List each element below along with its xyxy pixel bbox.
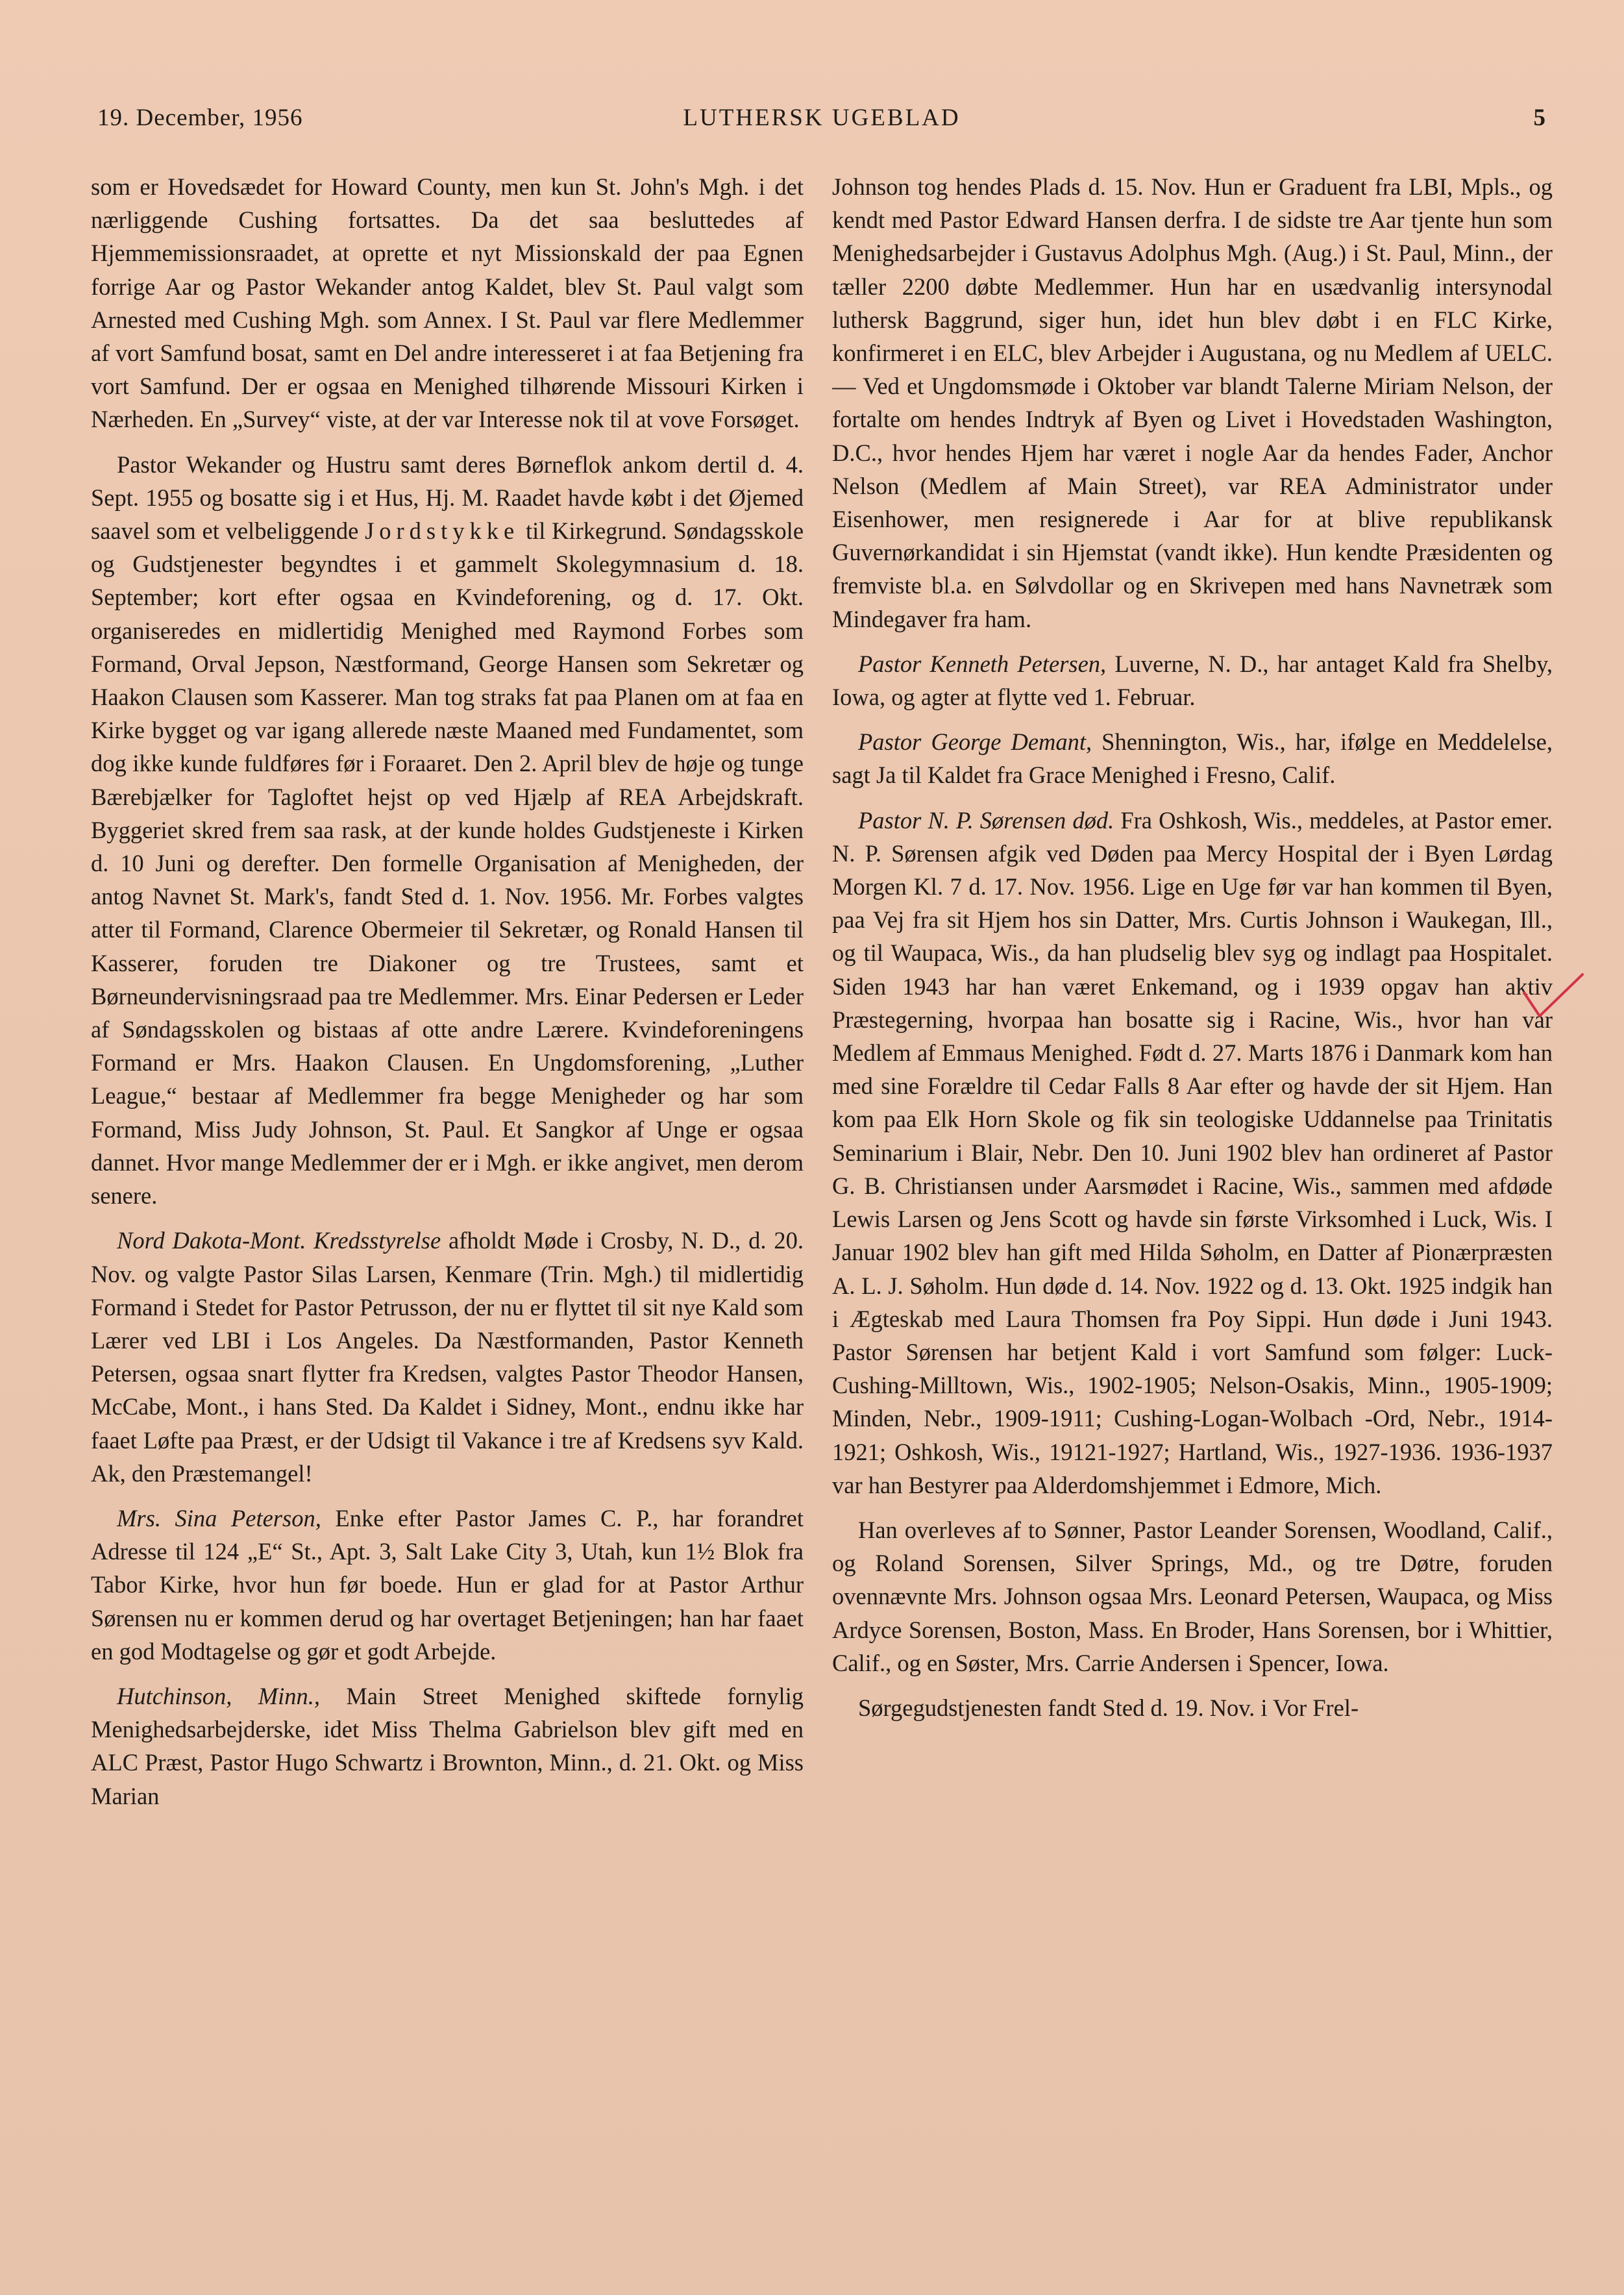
item-text: Fra Oshkosh, Wis., meddeles, at Pastor emer. N. P. Sørensen afgik ved Døden paa Mercy Hospital der i Byen Lørdag Morgen Kl. 7 d. 17. Nov. 1956. Lige en Uge før var han kommen til Byen, paa Vej fra sit Hjem hos sin Datter, Mrs. Curtis Johnson i Waukegan, Ill., og til Waupaca, Wis., da han pludselig blev syg og indlagt paa Hospitalet. Siden 1943 har han været Enkemand, og i 1939 opgav han aktiv Præstegerning, hvorpaa han bosatte sig i Racine, Wis., hvor han var Medlem af Emmaus Menighed. Født d. 27. Marts 1876 i Danmark kom han med sine Forældre til Cedar Falls 8 Aar efter og havde der sit Hjem. Han kom paa Elk Horn Skole og fik sin teologiske Uddannelse paa Trinitatis Seminarium i Blair, Nebr. Den 10. Juni 1902 blev han ordineret af Pastor G. B. Christiansen under Aarsmødet i Racine, Wis., sammen med afdøde Lewis Larsen og Jens Scott og havde sin første Virksomhed i Luck, Wis. I Januar 1902 blev han gift med Hilda Søholm, en Datter af Pionærpræsten A. L. J. Søholm. Hun døde d. 14. Nov. 1922 og d. 13. Okt. 1925 indgik han i Ægteskab med Laura Thomsen fra Poy Sippi. Hun døde i Juni 1943. Pastor Sørensen har betjent Kald i vort Samfund som følger: Luck-Cushing-Milltown, Wis., 1902-1905; Nelson-Osakis, Minn., 1905-1909; Minden, Nebr., 1909-1911; Cushing-Logan-Wolbach -Ord, Nebr., 1914-1921; Oshkosh, Wis., 19121-1927; Hartland, Wis., 1927-1936. 1936-1937 var han Bestyrer paa Alderdomshjemmet i Edmore, Mich. [832, 806, 1553, 1498]
news-item [91, 1224, 804, 1490]
left-column [91, 170, 804, 2237]
item-lead: Pastor N. P. Sørensen død. [858, 806, 1114, 834]
spaced-emphasis: Jordstykke [365, 517, 520, 545]
item-text: afholdt Møde i Crosby, N. D., d. 20. Nov. og valgte Pastor Silas Larsen, Kenmare (Trin. Mgh.) til midlertidig Formand i Stedet for Pastor Petrusson, der nu er flyttet til sit nye Kald som Lærer ved LBI i Los Angeles. Da Næstformanden, Pastor Kenneth Petersen, ogsaa snart flytter fra Kredsen, valgtes Pastor Theodor Hansen, McCabe, Mont., i hans Sted. Da Kaldet i Sidney, Mont., endnu ikke har faaet Løfte paa Præst, er der Udsigt til Vakance i tre af Kredsens syv Kald. Ak, den Præstemangel! [91, 1227, 804, 1487]
news-item [832, 647, 1553, 713]
issue-date: 19. December, 1956 [97, 105, 303, 131]
publication-title: LUTHERSK UGEBLAD [683, 105, 961, 131]
page-number: 5 [1533, 105, 1546, 131]
paragraph-text: til Kirkegrund. Søndagsskole og Gudstjenester begyndtes i et gammelt Skolegymnasium d. 18. September; kort efter ogsaa en Kvindeforening, og d. 17. Okt. organiseredes en midlertidig Menighed med Raymond Forbes som Formand, Orval Jepson, Næstformand, George Hansen som Sekretær og Haakon Clausen som Kasserer. Man tog straks fat paa Planen om at faa en Kirke bygget og var igang allerede næste Maaned med Fundamentet, som dog ikke kunde fuldføres før i Foraaret. Den 2. April blev de høje og tunge Bærebjælker for Tagloftet hejst op ved Hjælp af REA Arbejdskraft. Byggeriet skred frem saa rask, at der kunde holdes Gudstjeneste i Kirken d. 10 Juni og derefter. Den formelle Organisation af Menigheden, der antog Navnet St. Mark's, fandt Sted d. 1. Nov. 1956. Mr. Forbes valgtes atter til Formand, Clarence Obermeier til Sekretær, og Ronald Hansen til Kasserer, foruden tre Diakoner og tre Trustees, samt et Børneundervisningsraad paa tre Medlemmer. Mrs. Einar Pedersen er Leder af Søndagsskolen og bistaas af otte andre Lærere. Kvindeforeningens Formand er Mrs. Haakon Clausen. En Ungdomsforening, „Luther League,“ bestaar af Medlemmer fra begge Menigheder og har som Formand, Miss Judy Johnson, St. Paul. Et Sangkor af Unge er ogsaa dannet. Hvor mange Medlemmer der er i Mgh. er ikke angivet, men derom senere. [91, 517, 804, 1210]
news-item [832, 804, 1553, 1502]
article-paragraph: Sørgegudstjenesten fandt Sted d. 19. Nov. i Vor Frel- [858, 1694, 1359, 1721]
article-paragraph [91, 448, 804, 1213]
item-text: Shennington, Wis., har, ifølge en Meddelelse, sagt Ja til Kaldet fra Grace Menighed i Fresno, Calif. [832, 728, 1553, 789]
item-text: Luverne, N. D., har antaget Kald fra Shelby, Iowa, og agter at flytte ved 1. Februar. [832, 650, 1553, 711]
news-item [832, 725, 1553, 791]
item-lead: Nord Dakota-Mont. Kredsstyrelse [117, 1227, 441, 1254]
item-lead: Pastor George Demant, [858, 728, 1092, 756]
check-mark-icon [1520, 971, 1585, 1023]
item-lead: Pastor Kenneth Petersen, [858, 650, 1107, 677]
item-lead: Mrs. Sina Peterson, [117, 1504, 321, 1532]
news-item [91, 1502, 804, 1668]
news-item [91, 1680, 804, 1813]
article-paragraph: Johnson tog hendes Plads d. 15. Nov. Hun er Graduent fra LBI, Mpls., og kendt med Pastor Edward Hansen derfra. I de sidste tre Aar tjente hun som Menighedsarbejder i Gustavus Adolphus Mgh. (Aug.) i St. Paul, Minn., der tæller 2200 døbte Medlemmer. Hun har en usædvanlig intersynodal luthersk Baggrund, siger hun, idet hun blev døbt i en FLC Kirke, konfirmeret i en ELC, blev Arbejder i Augustana, og nu Medlem af UELC. — Ved et Ungdomsmøde i Oktober var blandt Talerne Miriam Nelson, der fortalte om hendes Indtryk af Byen og Livet i Hovedstaden Washington, D.C., hvor hendes Hjem har været i nogle Aar da hendes Fader, Anchor Nelson (Medlem af Main Street), var REA Administrator under Eisenhower, men resignerede i Aar for at blive republikansk Guvernørkandidat i sin Hjemstat (vandt ikke). Hun kendte Præsidenten og fremviste bl.a. en Sølvdollar og en Skrivepen med hans Navnetræk som Mindegaver fra ham. [832, 173, 1553, 632]
item-lead: Hutchinson, Minn., [117, 1682, 321, 1709]
right-column [832, 170, 1553, 2237]
page-header [97, 104, 1546, 143]
paragraph-text: Pastor Wekander og Hustru samt deres Børneflok ankom dertil d. 4. Sept. 1955 og bosatte sig i et Hus, Hj. M. Raadet havde købt i det Øjemed saavel som et velbeliggende [91, 451, 804, 545]
article-paragraph: Han overleves af to Sønner, Pastor Leander Sorensen, Woodland, Calif., og Roland Sorensen, Silver Springs, Md., og tre Døtre, foruden ovennævnte Mrs. Johnson ogsaa Mrs. Leonard Petersen, Waupaca, og Miss Ardyce Sorensen, Boston, Mass. En Broder, Hans Sorensen, bor i Whittier, Calif., og en Søster, Mrs. Carrie Andersen i Spencer, Iowa. [832, 1516, 1553, 1676]
item-text: Main Street Menighed skiftede fornylig Menighedsarbejderske, idet Miss Thelma Gabrielson blev gift med en ALC Præst, Pastor Hugo Schwartz i Brownton, Minn., d. 21. Okt. og Miss Marian [91, 1682, 804, 1809]
article-paragraph: som er Hovedsædet for Howard County, men kun St. John's Mgh. i det nærliggende Cushing fortsattes. Da det saa besluttedes af Hjemmemissionsraadet, at oprette et nyt Missionskald der paa Egnen forrige Aar og Pastor Wekander antog Kaldet, blev St. Paul valgt som Arnested med Cushing Mgh. som Annex. I St. Paul var flere Medlemmer af vort Samfund bosat, samt en Del andre interesseret i at faa Betjening fra vort Samfund. Der er ogsaa en Menighed tilhørende Missouri Kirken i Nærheden. En „Survey“ viste, at der var Interesse nok til at vove Forsøget. [91, 173, 804, 433]
item-text: Enke efter Pastor James C. P., har forandret Adresse til 124 „E“ St., Apt. 3, Salt Lake City 3, Utah, kun 1½ Blok fra Tabor Kirke, hvor hun før boede. Hun er glad for at Pastor Arthur Sørensen nu er kommen derud og har overtaget Betjeningen; han har faaet en god Modtagelse og gør et godt Arbejde. [91, 1504, 804, 1665]
